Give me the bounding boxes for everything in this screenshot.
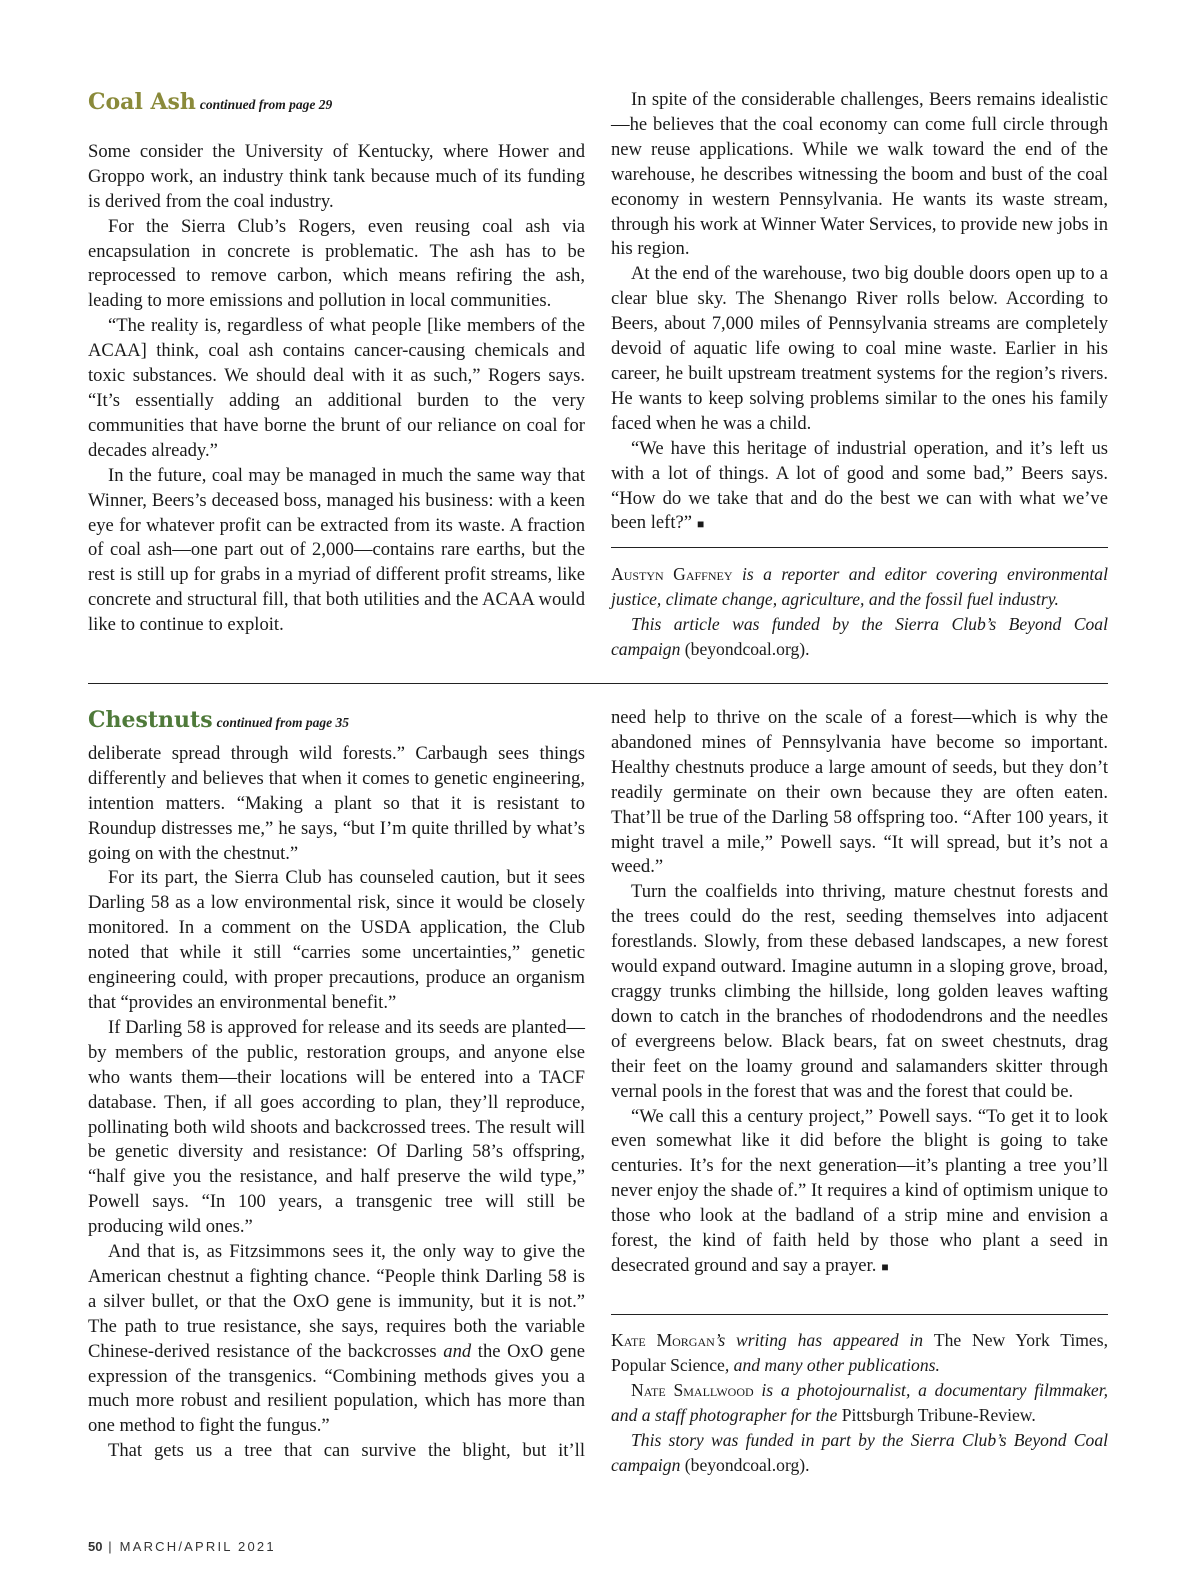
chestnuts-header	[88, 706, 585, 736]
coal-ash-bio	[611, 562, 1108, 662]
author-name: Nate Smallwood	[631, 1379, 754, 1400]
paragraph: In spite of the considerable challenges, Beers remains idealistic—he believes that the coal economy can come full circle through new reuse applications. While we walk toward the end of the warehouse, he describes witnessing the boom and bust of the coal economy in western Pennsylvania. He wants its waste stream, through his work at Winner Water Services, to provide new jobs in his region.	[611, 89, 1108, 260]
coal-ash-title: Coal Ash	[88, 89, 196, 115]
coal-ash-kicker: continued from page 29	[199, 97, 333, 112]
separator: .	[1031, 1404, 1036, 1425]
funding-italic: This story was funded in part by the Sierra Club’s Beyond Coal campaign	[611, 1429, 1108, 1475]
page-number: 50	[88, 1539, 103, 1554]
paragraph-text: “We call this a century project,” Powell says. “To get it to look even somewhat like it did before the blight is going to take centuries. It’s for the next generation—it’s planting a tree you’ll never enjoy the shade of.” It requires a kind of optimism unique to those who look at the badland of a strip mine and envision a forest, the kind of faith held by those who plant a seed in desecrated ground and say a prayer.	[611, 1105, 1108, 1276]
coal-ash-left-column	[88, 88, 585, 638]
coal-ash-right-column	[611, 88, 1108, 537]
author-bio	[611, 1328, 1108, 1378]
paragraph: need help to thrive on the scale of a forest—which is why the abandoned mines of Pennsylvania have become so important. Healthy chestnuts produce a large amount of seeds, but they don’t readily germinate on their own because they are often eaten. That’ll be true of the Darling 58 offspring too. “After 100 years, it might travel a mile,” Powell says. “It will spread, but it’s not a weed.”	[611, 707, 1108, 878]
bio-divider	[611, 1314, 1108, 1315]
paragraph-text: the OxO gene expression of the transgenics. “Combining methods gives you a much more robust and resilient population, which has more than one method to fight the fungus.”	[88, 1340, 585, 1437]
paragraph-text: “We have this heritage of industrial operation, and it’s left us with a lot of things. A lot of good and some bad,” Beers says. “How do we take that and do the best we can with what we’ve been left?”	[611, 437, 1108, 534]
footer-separator: |	[108, 1539, 114, 1554]
funding-url: (beyondcoal.org).	[680, 638, 810, 659]
author-desc: , and many other publications.	[724, 1354, 940, 1375]
paragraph	[611, 1105, 1108, 1280]
paragraph: Turn the coalfields into thriving, mature chestnut forests and the trees could do the rest, seeding themselves into adjacent forestlands. Slowly, from these debased landscapes, a new forest would expand outward. Imagine autumn in a sloping grove, broad, craggy trunks climbing the hillside, long golden leaves wafting down to catch in the branches of rhododendrons and the needles of evergreens below. Black bears, fat on sweet chestnuts, drag their feet on the loamy ground and salamanders skitter through vernal pools in the forest that was and the forest that could be.	[611, 881, 1108, 1102]
funding-italic: This article was funded by the Sierra Club’s Beyond Coal campaign	[611, 613, 1108, 659]
paragraph: If Darling 58 is approved for release and its seeds are planted—by members of the public, restoration groups, and anyone else who wants them—their locations will be entered into a TACF database. Then, if all goes according to plan, they’ll reproduce, pollinating both wild shoots and backcrossed trees. The result will be genetic diversity and resistance: Of Darling 58’s offspring, “half give you the resistance, and half preserve the wild type,” Powell says. “In 100 years, a transgenic tree will still be producing wild ones.”	[88, 1016, 585, 1238]
paragraph-emphasis: and	[443, 1340, 472, 1362]
paragraph	[88, 1240, 585, 1439]
author-bio	[611, 562, 1108, 612]
paragraph: Some consider the University of Kentucky, where Hower and Groppo work, an industry think tank because much of its funding is derived from the coal industry.	[88, 140, 585, 212]
paragraph	[611, 437, 1108, 538]
paragraph: deliberate spread through wild forests.” Carbaugh sees things differently and believes that when it comes to genetic engineering, intention matters. “Making a plant so that it is resistant to Roundup distresses me,” he says, “but I’m quite thrilled by what’s going on with the chestnut.”	[88, 742, 585, 864]
chestnuts-bio	[611, 1328, 1108, 1477]
author-name: Kate Morgan	[611, 1330, 715, 1350]
paragraph: For the Sierra Club’s Rogers, even reusing coal ash via encapsulation in concrete is problematic. The ash has to be reprocessed to remove carbon, which means refiring the ash, leading to more emissions and pollution in local communities.	[88, 215, 585, 312]
end-mark-icon: ■	[697, 517, 705, 532]
issue-date: MARCH/APRIL 2021	[119, 1539, 276, 1554]
author-desc: is a reporter and editor covering environmental justice, climate change, agriculture, and the fossil fuel industry.	[611, 564, 1108, 609]
paragraph: “The reality is, regardless of what people [like members of the ACAA] think, coal ash contains cancer-causing chemicals and toxic substances. We should deal with it as such,” Rogers says. “It’s essentially adding an additional burden to the very communities that have borne the brunt of our reliance on coal for decades already.”	[88, 315, 585, 461]
end-mark-icon: ■	[881, 1259, 889, 1274]
author-desc: is a photojournalist, a documentary filmmaker, and a staff photographer for the	[611, 1379, 1108, 1425]
bio-divider	[611, 547, 1108, 548]
section-divider	[88, 683, 1108, 684]
chestnuts-title: Chestnuts	[88, 707, 213, 733]
chestnuts-kicker: continued from page 35	[216, 715, 349, 730]
chestnuts-right-column	[611, 706, 1108, 1280]
publication-name: Popular Science	[611, 1354, 725, 1375]
coal-ash-header	[88, 88, 585, 118]
paragraph-text: And that is, as Fitzsimmons sees it, the only way to give the American chestnut a fighting chance. “People think Darling 58 is a silver bullet, or that the OxO gene is immunity, but it is not.” The path to true resistance, she says, requires both the variable Chinese-derived resistance of the backcrosses	[88, 1241, 585, 1362]
author-bio	[611, 1378, 1108, 1428]
funding-note	[611, 612, 1108, 662]
paragraph: That gets us a tree that can survive the blight, but it’ll	[108, 1440, 585, 1462]
publication-name: Pittsburgh Tribune-Review	[841, 1404, 1032, 1425]
author-desc: ’s writing has appeared in	[714, 1330, 934, 1350]
paragraph: For its part, the Sierra Club has counseled caution, but it sees Darling 58 as a low environmental risk, since it would be closely monitored. In a comment on the USDA application, the Club noted that while it still “carries some uncertainties,” genetic engineering could, with proper precautions, produce an organism that “provides an environmental benefit.”	[88, 867, 585, 1013]
paragraph: In the future, coal may be managed in much the same way that Winner, Beers’s deceased boss, managed his business: with a keen eye for whatever profit can be extracted from its waste. A fraction of coal ash—one part out of 2,000—contains rare earths, but the rest is still up for grabs in a myriad of different profit streams, like concrete and structural fill, that both utilities and the ACAA would like to continue to exploit.	[88, 464, 585, 636]
funding-url: (beyondcoal.org).	[680, 1454, 810, 1475]
chestnuts-left-column	[88, 706, 585, 1464]
paragraph: At the end of the warehouse, two big double doors open up to a clear blue sky. The Shenango River rolls below. According to Beers, about 7,000 miles of Pennsylvania streams are completely devoid of aquatic life owing to coal mine waste. Earlier in his career, he built upstream treatment systems for the region’s rivers. He wants to keep solving problems similar to the ones his family faced when he was a child.	[611, 263, 1108, 434]
separator: ,	[1103, 1330, 1108, 1350]
funding-note	[611, 1428, 1108, 1478]
author-name: Austyn Gaffney	[611, 564, 733, 584]
page-footer	[88, 1539, 276, 1554]
publication-name: The New York Times	[933, 1330, 1104, 1350]
